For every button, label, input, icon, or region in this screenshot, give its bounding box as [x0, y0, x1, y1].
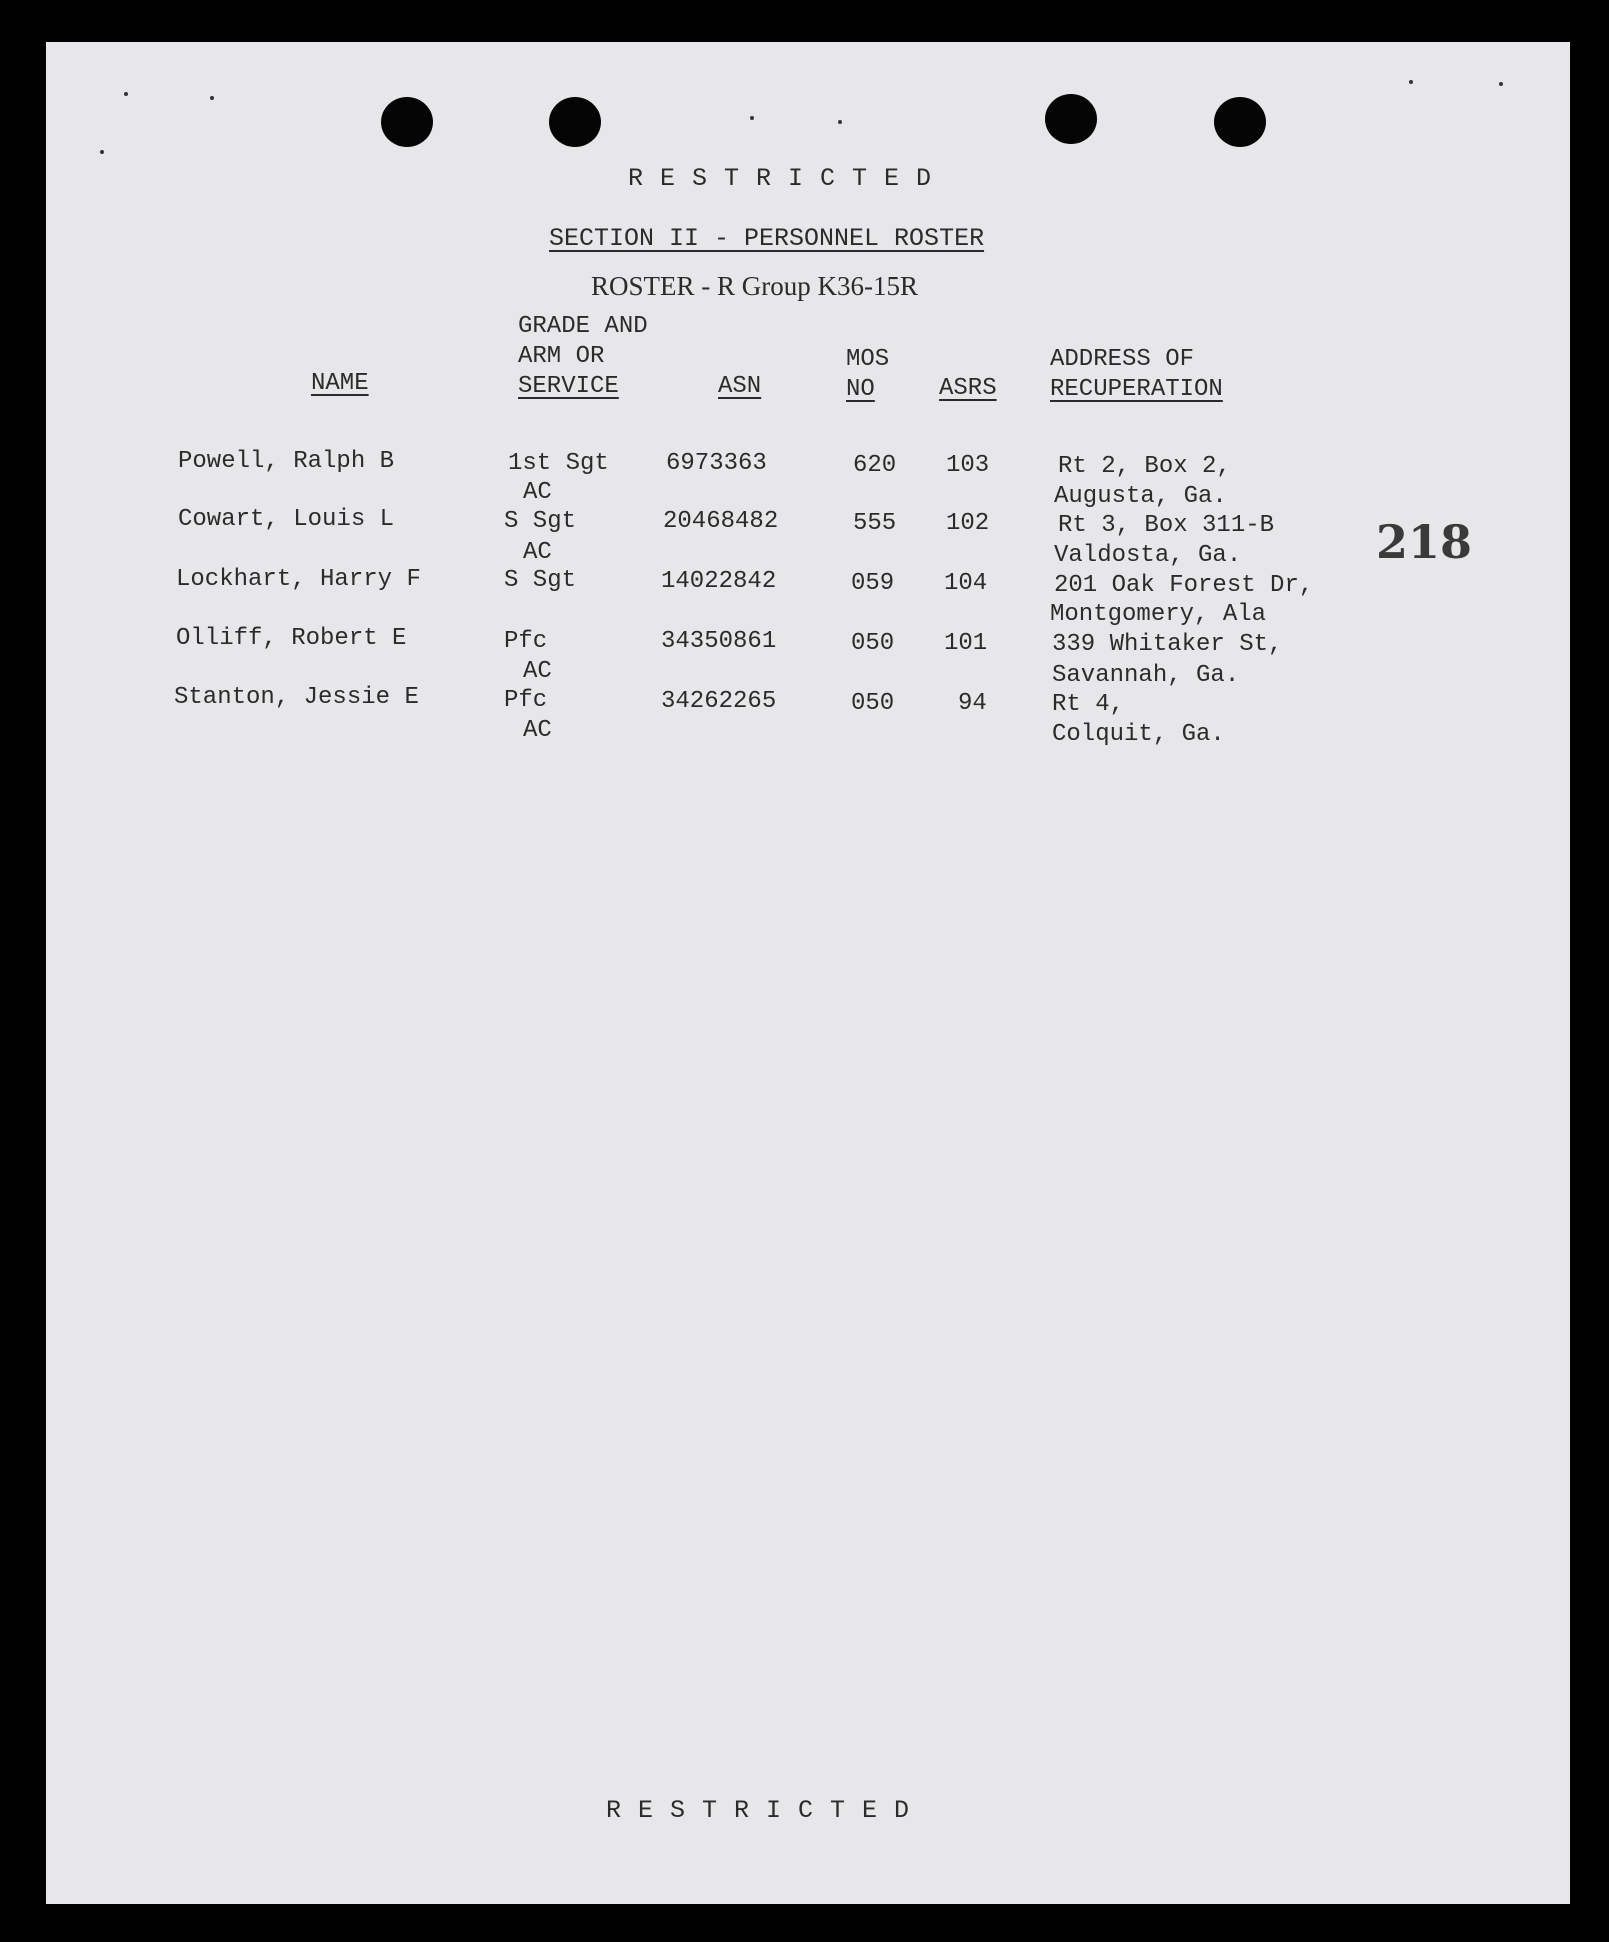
roster-cell-asn: 6973363 — [666, 450, 767, 477]
roster-cell-address-line1: 201 Oak Forest Dr, — [1054, 572, 1314, 599]
roster-cell-name: Powell, Ralph B — [178, 448, 395, 475]
roster-cell-service: AC — [523, 479, 552, 506]
roster-cell-address-line1: Rt 2, Box 2, — [1058, 453, 1231, 480]
speck-mark — [1499, 82, 1503, 86]
roster-cell-address-line2: Savannah, Ga. — [1052, 662, 1240, 689]
roster-cell-address-line1: Rt 4, — [1052, 691, 1125, 718]
roster-cell-mos: 620 — [853, 452, 897, 479]
speck-mark — [750, 116, 754, 120]
column-header-address — [1050, 345, 1223, 405]
restricted-stamp-bottom: RESTRICTED — [606, 1796, 927, 1825]
speck-mark — [1409, 80, 1413, 84]
column-header-grade-line2: ARM OR — [518, 343, 605, 370]
roster-cell-mos: 059 — [851, 570, 895, 597]
roster-cell-asrs: 102 — [946, 510, 990, 537]
roster-cell-grade: 1st Sgt — [508, 450, 609, 477]
roster-cell-asn: 34350861 — [661, 628, 777, 655]
speck-mark — [100, 150, 104, 154]
speck-mark — [210, 96, 214, 100]
column-header-mos-line2: NO — [846, 376, 875, 403]
speck-mark — [124, 92, 128, 96]
roster-cell-address-line2: Montgomery, Ala — [1050, 601, 1267, 628]
roster-cell-name: Stanton, Jessie E — [174, 684, 419, 711]
roster-cell-grade: Pfc — [504, 687, 548, 714]
punch-hole — [1045, 94, 1097, 144]
column-header-mos-line1: MOS — [846, 346, 890, 373]
speck-mark — [838, 120, 842, 124]
roster-cell-address-line1: 339 Whitaker St, — [1052, 631, 1283, 658]
roster-cell-address-line1: Rt 3, Box 311-B — [1058, 512, 1275, 539]
column-header-grade-line1: GRADE AND — [518, 313, 648, 340]
roster-cell-mos: 050 — [851, 690, 895, 717]
roster-cell-name: Cowart, Louis L — [178, 506, 395, 533]
punch-hole — [1214, 97, 1266, 147]
punch-hole — [381, 97, 433, 147]
roster-cell-service: AC — [523, 658, 552, 685]
restricted-stamp-top: RESTRICTED — [628, 164, 949, 193]
roster-cell-service: AC — [523, 539, 552, 566]
roster-cell-asrs: 94 — [958, 690, 987, 717]
column-header-asn: ASN — [718, 373, 762, 400]
roster-cell-address-line2: Valdosta, Ga. — [1054, 542, 1242, 569]
punch-hole — [549, 97, 601, 147]
roster-cell-mos: 555 — [853, 510, 897, 537]
column-header-grade-line3: SERVICE — [518, 373, 619, 400]
document-page — [46, 42, 1570, 1904]
roster-cell-grade: S Sgt — [504, 508, 577, 535]
column-header-name: NAME — [311, 370, 369, 397]
roster-cell-name: Lockhart, Harry F — [176, 566, 421, 593]
roster-cell-asn: 14022842 — [661, 568, 777, 595]
column-header-address-line2: RECUPERATION — [1050, 376, 1223, 403]
page-number: 218 — [1376, 515, 1473, 569]
roster-cell-asn: 20468482 — [663, 508, 779, 535]
roster-title: ROSTER - R Group K36-15R — [591, 271, 919, 301]
section-title: SECTION II - PERSONNEL ROSTER — [549, 224, 985, 253]
roster-cell-grade: S Sgt — [504, 567, 577, 594]
roster-cell-asrs: 104 — [944, 570, 988, 597]
column-header-address-line1: ADDRESS OF — [1050, 346, 1195, 373]
roster-cell-asn: 34262265 — [661, 688, 777, 715]
roster-cell-asrs: 101 — [944, 630, 988, 657]
roster-cell-grade: Pfc — [504, 628, 548, 655]
roster-cell-service: AC — [523, 717, 552, 744]
column-header-asrs: ASRS — [939, 375, 997, 402]
roster-cell-mos: 050 — [851, 630, 895, 657]
roster-cell-address-line2: Colquit, Ga. — [1052, 721, 1225, 748]
column-header-mos — [846, 345, 889, 405]
roster-cell-asrs: 103 — [946, 452, 990, 479]
column-header-grade — [518, 312, 648, 402]
roster-cell-name: Olliff, Robert E — [176, 625, 407, 652]
roster-cell-address-line2: Augusta, Ga. — [1054, 483, 1227, 510]
